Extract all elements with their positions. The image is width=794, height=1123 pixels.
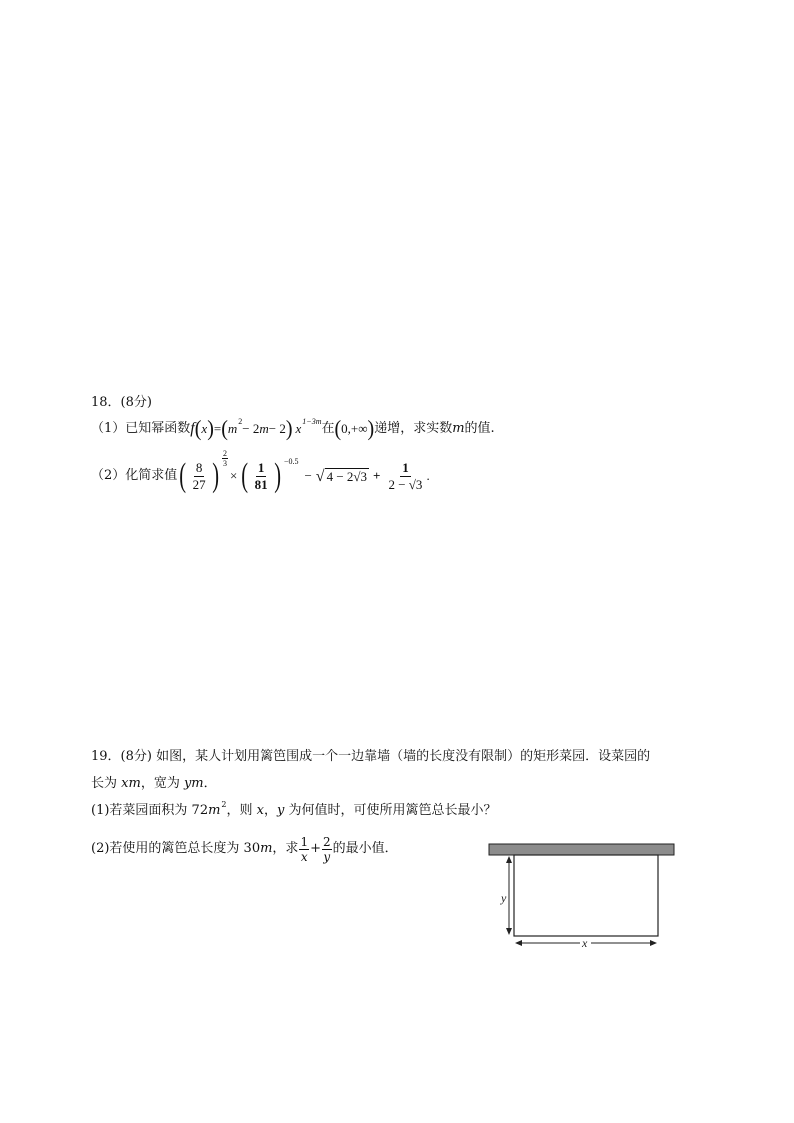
interval-value: 0,+∞ <box>341 421 368 436</box>
exp-numerator: 2 <box>222 448 227 458</box>
big-paren-close-1: ) <box>211 457 219 494</box>
q19-part1 <box>91 802 497 821</box>
fraction-numerator-3: 1 <box>402 459 409 475</box>
exponent-neg-half: −0.5 <box>283 457 299 466</box>
plus-sign-q19: + <box>310 841 321 856</box>
minus-sign: − <box>304 468 312 483</box>
big-paren-open-1: ( <box>179 457 187 494</box>
q18-part2-expression <box>177 448 430 494</box>
fraction-denominator: 27 <box>192 476 206 492</box>
fraction-denominator-3: 2 − √3 <box>388 476 423 492</box>
fraction-1-over-2-minus-sqrt3 <box>386 460 424 493</box>
y-label: y <box>501 891 507 905</box>
interval-close: ) <box>367 416 375 442</box>
q19-part1-x: x <box>256 803 264 818</box>
paren-open-2: ( <box>221 416 228 442</box>
q19-line2-b: ，宽为 <box>140 776 184 791</box>
q19-part1-a: (1)若菜园面积为 72 <box>91 803 209 818</box>
garden-figure <box>485 838 680 956</box>
q18-part1-prefix: （1）已知幂函数 <box>91 421 191 436</box>
paren-close: ) <box>207 416 214 442</box>
frac-1-num: 1 <box>300 834 309 849</box>
x-arrow-left <box>515 940 522 946</box>
paren-open: ( <box>194 416 202 442</box>
q18-part1-suffix: 递增，求实数 <box>374 421 453 436</box>
times-sign: × <box>229 468 238 483</box>
square-exp: 2 <box>238 417 243 426</box>
q19-part1-c: ， <box>264 803 278 818</box>
sqrt-expression <box>316 468 369 485</box>
fraction-2-over-y <box>322 835 332 864</box>
frac-1-den: x <box>300 849 308 864</box>
big-paren-open-2: ( <box>241 457 249 494</box>
sqrt-radicand: 4 − 2√3 <box>326 468 368 484</box>
q19-ym: ym <box>183 776 204 791</box>
big-paren-close-2: ) <box>273 457 281 494</box>
m-var-2: m <box>259 421 269 436</box>
q19-line2 <box>91 775 217 793</box>
q18-part2-end: . <box>426 468 430 483</box>
q19-xm: xm <box>121 776 141 791</box>
q19-line2-c: ． <box>203 776 217 791</box>
y-arrow-bottom <box>506 928 512 935</box>
sqrt-symbol: √ <box>315 467 325 485</box>
q19-part1-m: m <box>208 803 221 818</box>
x-arg: x <box>201 421 208 436</box>
interval <box>334 416 375 442</box>
equals: = <box>213 421 222 436</box>
q18-part1-end: 的值. <box>464 421 495 436</box>
y-arrow-top <box>506 856 512 863</box>
minus-const: − 2 <box>268 421 286 436</box>
q19-part2-a: (2)若使用的篱笆总长度为 30 <box>91 841 261 856</box>
fraction-numerator-2: 1 <box>257 459 265 475</box>
q19-line2-a: 长为 <box>91 776 122 791</box>
q19-part2-b: ，求 <box>272 841 299 856</box>
q18-part1-function <box>190 416 322 442</box>
q19-part2-c: 的最小值． <box>332 841 398 856</box>
q18-part2-prefix: （2）化简求值 <box>91 468 178 483</box>
fraction-1-over-x <box>299 835 309 864</box>
q19-part1-y: y <box>277 803 285 818</box>
f-symbol: f <box>190 420 195 437</box>
plus-sign: + <box>373 468 381 483</box>
interval-open: ( <box>334 416 342 442</box>
q18-part2 <box>91 448 430 496</box>
q19-part1-d: 为何值时，可使所用篱笆总长最小？ <box>284 803 497 818</box>
x-label: x <box>582 936 588 950</box>
wall <box>489 844 674 855</box>
paren-close-2: ) <box>285 416 293 442</box>
exponent-two-thirds <box>222 449 228 468</box>
garden-rectangle <box>514 855 658 936</box>
fraction-8-27 <box>191 460 208 493</box>
at-text: 在 <box>321 421 335 436</box>
q19-part2-m: m <box>260 841 273 856</box>
fraction-numerator: 8 <box>195 459 203 475</box>
m-var: m <box>227 421 238 436</box>
frac-2-num: 2 <box>322 834 331 849</box>
q19-part1-sq: 2 <box>221 800 227 809</box>
q19-line1: 19．(8分) 如图，某人计划用篱笆围成一个一边靠墙（墙的长度没有限制）的矩形菜园．设菜园的 <box>91 749 651 764</box>
fraction-denominator-2: 81 <box>254 476 268 492</box>
q19-part2 <box>91 832 398 866</box>
fraction-1-81 <box>253 460 270 493</box>
q19-part1-b: ，则 <box>226 803 257 818</box>
q18-part1 <box>91 416 495 442</box>
m-variable: m <box>452 421 465 436</box>
minus-2: − 2 <box>242 421 260 436</box>
x-exponent: 1−3m <box>302 417 322 426</box>
q18-header: 18．(8分) <box>91 395 152 410</box>
x-base: x <box>295 421 302 436</box>
x-arrow-right <box>650 940 657 946</box>
exp-denominator: 3 <box>222 458 227 468</box>
frac-2-den: y <box>323 849 331 864</box>
